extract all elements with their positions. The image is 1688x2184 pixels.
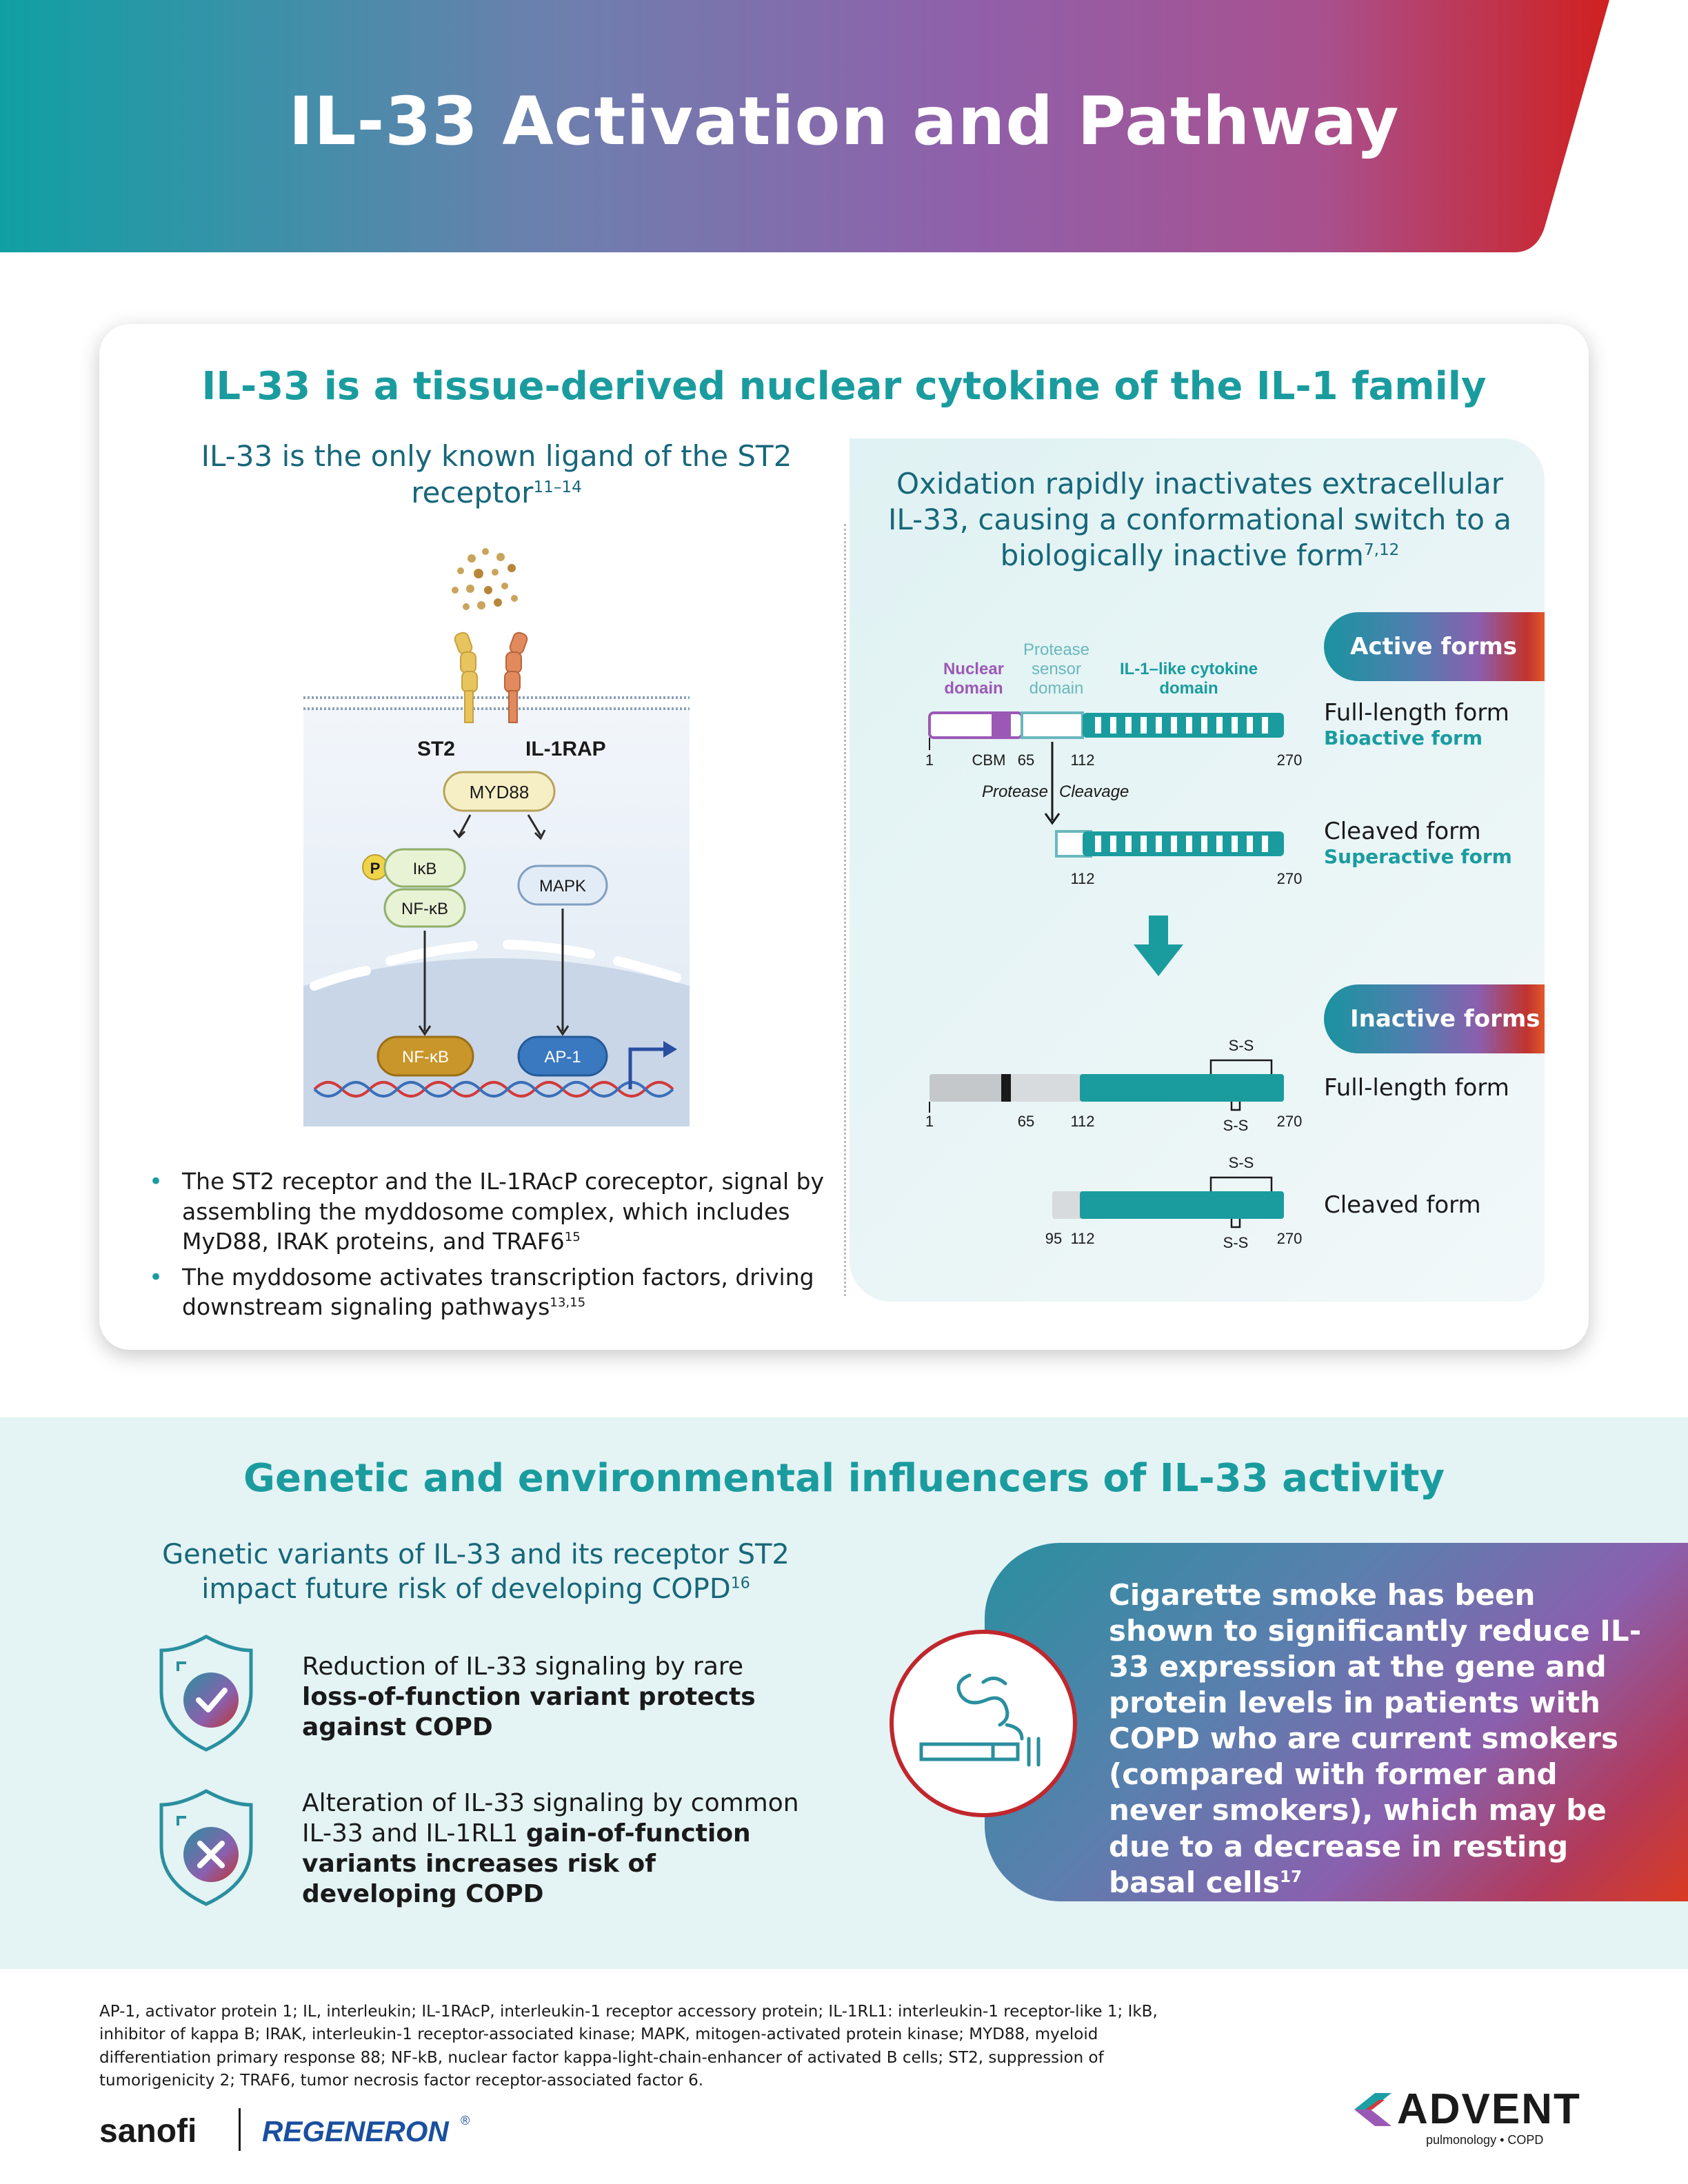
cytokine-domain-stripe — [1247, 717, 1253, 734]
form-sub: Bioactive form — [1324, 727, 1483, 749]
variant-2-plain: Alteration of IL-33 signaling by common IL-33 and IL-1RL1 — [302, 1789, 799, 1848]
nfkb-nuclear-label: NF-κB — [402, 1048, 449, 1066]
footer-logos — [99, 2085, 1589, 2170]
tick-270-d: 270 — [1276, 1230, 1303, 1247]
bullet-item — [149, 1166, 825, 1257]
nuclear-domain-label-1: Nuclear — [943, 660, 1005, 678]
cytokine-domain-stripe — [1232, 717, 1238, 734]
cytokine-domain-stripe — [1171, 836, 1177, 852]
advent-logo-text: ADVENT — [1397, 2085, 1581, 2133]
variant-1-text — [302, 1652, 812, 1743]
smoke-text-body: Cigarette smoke has been shown to significantly reduce IL-33 expression at the gene and protein levels in patients with COPD who are current smokers (compared with former and never smokers), which may be due to a decrease in resting basal cells — [1109, 1578, 1642, 1899]
cytokine-domain-stripe — [1186, 717, 1192, 734]
inactive-full-length-bar — [930, 1074, 1284, 1102]
il33-ligand-particles — [452, 548, 518, 610]
variant-2-text — [302, 1788, 812, 1910]
inactive-forms-pill: Inactive forms — [1324, 984, 1545, 1053]
smoke-text-sup: 17 — [1279, 1868, 1303, 1886]
tick-1-a: 1 — [925, 751, 934, 769]
cytokine-domain-stripe — [1156, 717, 1162, 734]
cell-membrane — [303, 698, 690, 709]
protease-domain-label-2: sensor — [1031, 660, 1082, 678]
cytokine-domain-label-1: IL-1–like cytokine — [1119, 660, 1258, 678]
logo-divider — [239, 2108, 241, 2151]
protease-domain-label-3: domain — [1029, 679, 1084, 698]
tick-112-a: 112 — [1070, 751, 1095, 769]
advent-logo-sub: pulmonology • COPD — [1426, 2133, 1544, 2147]
abbreviations: AP-1, activator protein 1; IL, interleukin; IL-1RAcP, interleukin-1 receptor accessory protein; IL-1RL1: interleukin-1 receptor-like 1; IkB, inhibitor of kappa B; IRAK, interleukin-1 receptor-associated kinase; MAPK, mitogen-activated protein kinase; MYD88, myeloid differentiation primary response 88; NF-kB, nuclear factor kappa-light-chain-enhancer of activated B cells; ST2, suppression of tumorigenicity 2; TRAF6, tumor necrosis factor receptor-associated factor 6. — [99, 2003, 1158, 2090]
ikb-label: IκB — [412, 860, 437, 878]
cleavage-label-1: Protease — [981, 782, 1048, 801]
cytokine-domain-stripe — [1141, 836, 1147, 852]
smoke-text — [1109, 1577, 1647, 1901]
bottom-section-heading: Genetic and environmental influencers of IL-33 activity — [243, 1456, 1445, 1501]
ligand-bullets — [149, 1166, 825, 1322]
cigarette-icon — [917, 1661, 1049, 1779]
inactivation-arrow-icon — [1134, 916, 1183, 976]
form-sub: Superactive form — [1324, 845, 1512, 868]
cytokine-domain-stripe — [1216, 836, 1223, 852]
cytokine-domain-stripe — [1110, 717, 1116, 734]
active-forms-pill: Active forms — [1324, 612, 1545, 681]
il1rap-label: IL-1RAP — [525, 738, 606, 760]
shield-x-icon — [156, 1787, 257, 1908]
sanofi-logo: sanofi — [99, 2113, 197, 2150]
tick-1-c: 1 — [925, 1113, 934, 1130]
page-title: IL-33 Activation and Pathway — [288, 83, 1400, 160]
variant-2-bold: gain-of-function variants increases risk of developing COPD — [302, 1819, 751, 1908]
cytokine-domain-stripe — [1141, 717, 1147, 734]
advent-logo-mark-icon — [1350, 2090, 1394, 2129]
column-divider — [844, 524, 846, 1296]
cytokine-domain-stripe — [1262, 717, 1268, 734]
ss-label-top-a: S-S — [1228, 1037, 1254, 1054]
form-name: Full-length form — [1324, 699, 1509, 727]
cytokine-domain-stripe — [1125, 836, 1132, 852]
tick-65-c: 65 — [1017, 1113, 1035, 1130]
bullet-text: The ST2 receptor and the IL-1RAcP coreceptor, signal by assembling the myddosome complex, which includes MyD88, IRAK proteins, and TRAF6 — [182, 1168, 825, 1255]
active-cleaved-bar — [1056, 831, 1284, 856]
ligand-title-text: IL-33 is the only known ligand of the ST2 receptor — [201, 439, 792, 509]
tick-112-c: 112 — [1070, 1113, 1095, 1130]
form-name: Cleaved form — [1324, 818, 1481, 845]
pathway-diagram — [301, 545, 701, 1128]
top-section-heading: IL-33 is a tissue-derived nuclear cytokine of the IL-1 family — [201, 364, 1487, 409]
ss-bracket-bottom-b — [1232, 1219, 1240, 1227]
tick-270-a: 270 — [1276, 751, 1303, 769]
ss-label-bottom-a: S-S — [1223, 1117, 1249, 1134]
variant-1-plain: Reduction of IL-33 signaling by rare — [302, 1652, 744, 1681]
ligand-title-sup: 11–14 — [533, 478, 582, 496]
tick-270-c: 270 — [1276, 1113, 1303, 1130]
cytokine-domain-stripe — [1095, 836, 1101, 852]
inactive-cleaved-form-label: Cleaved form — [1324, 1191, 1481, 1219]
bullet-sup: 15 — [564, 1230, 581, 1245]
active-cleaved-form-label — [1324, 818, 1545, 868]
ss-bracket-top-b — [1211, 1177, 1272, 1191]
cytokine-domain-stripe — [1125, 717, 1132, 734]
genetic-title — [124, 1537, 827, 1606]
genetic-title-sup: 16 — [730, 1575, 750, 1593]
protease-domain-label-1: Protease — [1023, 640, 1090, 659]
cytokine-domain-stripe — [1216, 717, 1223, 734]
cytokine-domain-stripe — [1110, 836, 1116, 852]
oxidation-title — [883, 466, 1517, 574]
cytokine-domain-stripe — [1201, 836, 1207, 852]
nucleus — [303, 958, 690, 1126]
shield-check-icon — [156, 1632, 257, 1754]
cytokine-domain-stripe — [1156, 836, 1162, 852]
mapk-label: MAPK — [539, 877, 587, 896]
tick-112-b: 112 — [1070, 870, 1095, 887]
regeneron-logo: REGENERON — [262, 2115, 449, 2147]
il33-domain-diagram — [896, 634, 1324, 1255]
myd88-label: MYD88 — [469, 782, 530, 802]
bullet-sup: 13,15 — [550, 1295, 586, 1311]
variant-1-bold: loss-of-function variant protects against COPD — [302, 1682, 756, 1741]
tick-65-a: 65 — [1017, 751, 1035, 769]
nfkb-label: NF-κB — [401, 900, 448, 918]
genetic-title-text: Genetic variants of IL-33 and its receptor ST2 impact future risk of developing COPD — [162, 1539, 790, 1605]
cytokine-domain-stripe — [1171, 717, 1177, 734]
bullet-text: The myddosome activates transcription factors, driving downstream signaling pathways — [182, 1263, 814, 1321]
ligand-title — [165, 438, 827, 511]
ap1-label: AP-1 — [544, 1048, 581, 1066]
st2-label: ST2 — [416, 738, 455, 760]
ss-label-bottom-b: S-S — [1223, 1234, 1249, 1251]
cytokine-domain-stripe — [1186, 836, 1192, 852]
active-full-length-bar — [930, 713, 1284, 738]
tick-112-d: 112 — [1070, 1230, 1095, 1247]
cytokine-domain-stripe — [1262, 836, 1268, 852]
active-full-form-label — [1324, 699, 1545, 749]
regeneron-mark: ® — [461, 2114, 470, 2127]
oxidation-title-text: Oxidation rapidly inactivates extracellular IL-33, causing a conformational switch to a biologically inactive form — [887, 467, 1512, 573]
cytokine-domain-stripe — [1247, 836, 1253, 852]
cytokine-domain-label-2: domain — [1159, 679, 1218, 698]
cbm-label: CBM — [972, 751, 1006, 769]
bullet-item — [149, 1262, 825, 1322]
cytokine-domain-stripe — [1232, 836, 1238, 852]
oxidation-title-sup: 7,12 — [1363, 541, 1400, 560]
cleavage-label-2: Cleavage — [1059, 782, 1129, 801]
ss-bracket-top-a — [1211, 1060, 1272, 1074]
ss-label-top-b: S-S — [1228, 1154, 1254, 1171]
inactive-cleaved-bar — [1052, 1191, 1284, 1219]
cytokine-domain-stripe — [1201, 717, 1207, 734]
cytokine-domain-stripe — [1095, 717, 1101, 734]
tick-270-b: 270 — [1276, 870, 1303, 887]
phosphate-label: P — [370, 860, 381, 877]
inactive-full-form-label: Full-length form — [1324, 1074, 1509, 1102]
ss-bracket-bottom-a — [1232, 1102, 1240, 1110]
tick-95-d: 95 — [1045, 1230, 1063, 1247]
nuclear-domain-label-2: domain — [944, 679, 1003, 698]
